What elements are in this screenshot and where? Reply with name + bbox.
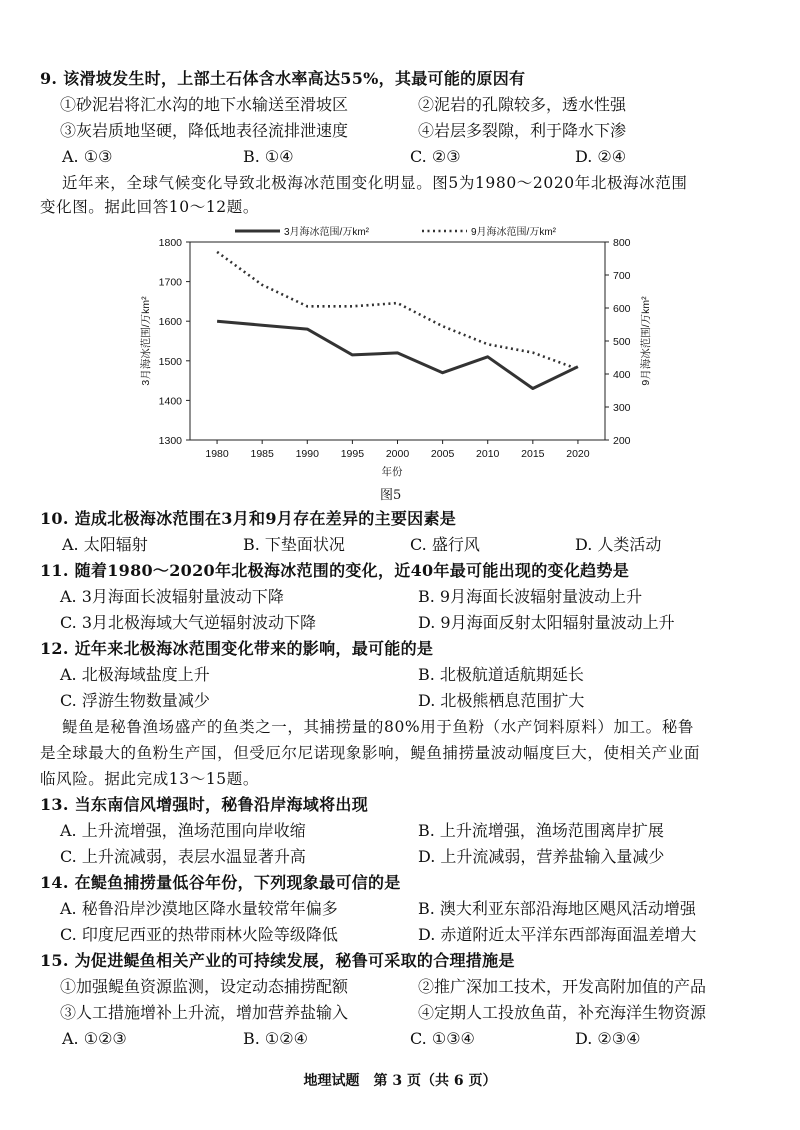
x-axis-label: 年份: [381, 466, 403, 478]
intro2-line1: 鳀鱼是秘鲁渔场盛产的鱼类之一，其捕捞量的80%用于鱼粉（水产饲料原料）加工。秘鲁: [62, 718, 694, 736]
q10-option-b: B. 下垫面状况: [243, 535, 345, 554]
q15-statement-4: ④定期人工投放鱼苗，补充海洋生物资源: [418, 1003, 707, 1022]
q14-option-c: C. 印度尼西亚的热带雨林火险等级降低: [60, 925, 338, 944]
x-tick-label: 2010: [476, 448, 500, 460]
q12-option-d: D. 北极熊栖息范围扩大: [418, 691, 585, 710]
y-right-tick-label: 200: [613, 435, 631, 447]
q10-option-d: D. 人类活动: [575, 535, 662, 554]
y-right-tick-label: 700: [613, 270, 631, 282]
chart-legend: [235, 225, 557, 238]
q11-stem: 11. 随着1980～2020年北极海冰范围的变化，近40年最可能出现的变化趋势是: [40, 561, 630, 580]
q15-option-b: B. ①②④: [243, 1029, 308, 1048]
q10-stem: 10. 造成北极海冰范围在3月和9月存在差异的主要因素是: [40, 509, 457, 528]
intro2-line3: 临风险。据此完成13～15题。: [40, 770, 259, 788]
y-right-tick-label: 400: [613, 369, 631, 381]
q15-option-c: C. ①③④: [410, 1029, 475, 1048]
legend-march-label: 3月海冰范围/万km²: [284, 227, 369, 238]
q9-option-a: A. ①③: [62, 147, 113, 166]
march-series-line: [217, 321, 578, 388]
q14-option-b: B. 澳大利亚东部沿海地区飓风活动增强: [418, 899, 696, 918]
x-tick-label: 1995: [340, 448, 365, 460]
q9-option-c: C. ②③: [410, 147, 461, 166]
q14-option-a: A. 秘鲁沿岸沙漠地区降水量较常年偏多: [60, 899, 338, 918]
q13-stem: 13. 当东南信风增强时，秘鲁沿岸海域将出现: [40, 795, 369, 814]
q9-statement-3: ③灰岩质地坚硬，降低地表径流排泄速度: [60, 121, 349, 140]
q10-option-a: A. 太阳辐射: [62, 535, 148, 554]
y-right-tick-label: 800: [613, 237, 631, 249]
y-left-tick-label: 1300: [158, 435, 182, 447]
q13-option-a: A. 上升流增强，渔场范围向岸收缩: [60, 821, 306, 840]
y-axis-left-label: 3月海冰范围/万km²: [140, 296, 152, 386]
x-tick-label: 1990: [295, 448, 319, 460]
figure-caption: 图5: [380, 488, 402, 503]
y-left-tick-label: 1700: [158, 276, 182, 289]
q15-stem: 15. 为促进鳀鱼相关产业的可持续发展，秘鲁可采取的合理措施是: [40, 951, 515, 970]
q13-option-b: B. 上升流增强，渔场范围离岸扩展: [418, 821, 664, 840]
x-tick-label: 1980: [205, 448, 229, 460]
x-tick-label: 2000: [385, 448, 410, 460]
q11-option-c: C. 3月北极海域大气逆辐射波动下降: [60, 613, 317, 632]
q15-statement-1: ①加强鳀鱼资源监测，设定动态捕捞配额: [60, 977, 349, 996]
y-right-tick-label: 600: [613, 303, 631, 315]
y-left-tick-label: 1400: [158, 395, 182, 408]
x-tick-label: 1985: [250, 448, 274, 460]
q9-statement-1: ①砂泥岩将汇水沟的地下水输送至滑坡区: [60, 95, 349, 114]
q12-stem: 12. 近年来北极海冰范围变化带来的影响，最可能的是: [40, 639, 434, 658]
q12-option-a: A. 北极海域盐度上升: [60, 665, 210, 684]
q15-statement-3: ③人工措施增补上升流，增加营养盐输入: [60, 1003, 349, 1022]
q14-stem: 14. 在鳀鱼捕捞量低谷年份，下列现象最可信的是: [40, 873, 401, 892]
x-axis: [205, 440, 589, 460]
q10-option-c: C. 盛行风: [410, 535, 480, 554]
q13-option-d: D. 上升流减弱，营养盐输入量减少: [418, 847, 665, 866]
q12-option-b: B. 北极航道适航期延长: [418, 665, 584, 684]
y-axis-left: [159, 237, 190, 447]
sea-ice-chart: [130, 218, 650, 480]
plot-frame: [190, 242, 605, 440]
x-tick-label: 2015: [521, 448, 545, 460]
x-tick-label: 2005: [430, 448, 455, 460]
q9-option-d: D. ②④: [575, 147, 627, 166]
series-layer: [217, 252, 578, 389]
intro1-line1: 近年来，全球气候变化导致北极海冰范围变化明显。图5为1980～2020年北极海冰范围: [62, 174, 688, 192]
q15-option-d: D. ②③④: [575, 1029, 641, 1048]
q9-stem: 9. 该滑坡发生时，上部土石体含水率高达55%，其最可能的原因有: [40, 69, 526, 88]
x-tick-label: 2020: [566, 448, 590, 460]
q9-statement-4: ④岩层多裂隙，利于降水下渗: [418, 121, 627, 140]
q11-option-b: B. 9月海面长波辐射量波动上升: [418, 587, 643, 606]
q14-option-d: D. 赤道附近太平洋东西部海面温差增大: [418, 925, 697, 944]
q12-option-c: C. 浮游生物数量减少: [60, 691, 210, 710]
intro1-line2: 变化图。据此回答10～12题。: [40, 198, 259, 216]
y-left-tick-label: 1800: [158, 237, 182, 249]
y-left-tick-label: 1500: [158, 355, 182, 368]
legend-september-label: 9月海冰范围/万km²: [471, 227, 556, 238]
q15-option-a: A. ①②③: [62, 1029, 127, 1048]
q11-option-d: D. 9月海面反射太阳辐射量波动上升: [418, 613, 675, 632]
q13-option-c: C. 上升流减弱，表层水温显著升高: [60, 847, 306, 866]
q9-statement-2: ②泥岩的孔隙较多，透水性强: [418, 95, 627, 114]
y-axis-right: [605, 237, 631, 447]
q11-option-a: A. 3月海面长波辐射量波动下降: [60, 587, 284, 606]
q15-statement-2: ②推广深加工技术，开发高附加值的产品: [418, 977, 707, 996]
y-axis-right-label: 9月海冰范围/万km²: [640, 296, 652, 386]
q9-option-b: B. ①④: [243, 147, 294, 166]
y-right-tick-label: 300: [613, 402, 631, 414]
intro2-line2: 是全球最大的鱼粉生产国，但受厄尔尼诺现象影响，鳀鱼捕捞量波动幅度巨大，使相关产业面: [40, 744, 701, 762]
y-right-tick-label: 500: [613, 336, 631, 348]
page-footer: 地理试题 第 3 页（共 6 页）: [303, 1073, 497, 1089]
y-left-tick-label: 1600: [158, 316, 182, 329]
